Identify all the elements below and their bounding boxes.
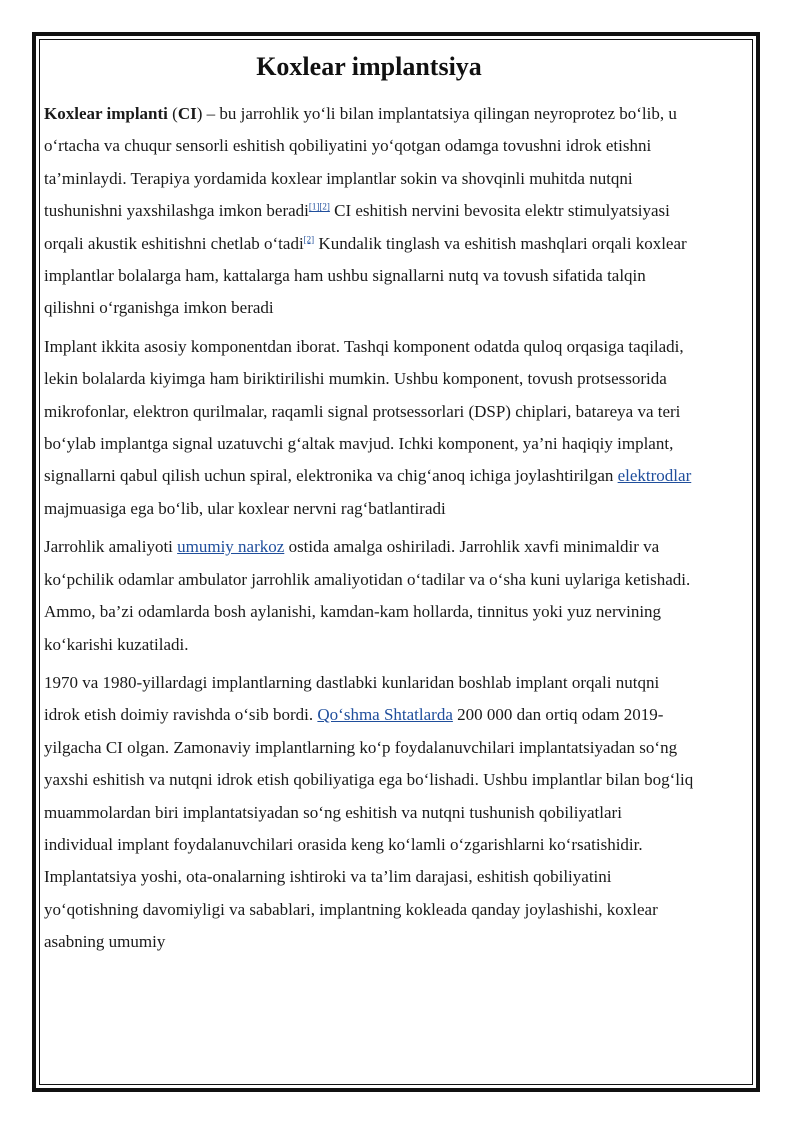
ref-2[interactable] [319, 202, 330, 212]
paragraph-components [44, 331, 694, 525]
link-qoshma-shtatlarda[interactable]: Qo‘shma Shtatlarda [317, 705, 453, 725]
paragraph-history [44, 667, 694, 959]
term-bold: Koxlear implanti [44, 104, 168, 123]
link-elektrodlar[interactable]: elektrodlar [617, 466, 692, 486]
surgery-text-2: ostida amalga oshiriladi. Jarrohlik xavfi minimaldir va ko‘pchilik odamlar ambulator jarrohlik amaliyotidan o‘tadilar va o‘sha kuni uylariga ketishadi. Ammo, ba’zi odamlarda bosh aylanishi, kamdan-kam hollarda, tinnitus yoki yuz nervining ko‘karishi kuzatiladi. [44, 537, 691, 654]
history-text-1: 1970 va 1980-yillardagi implantlarning dastlabki kunlaridan boshlab implant orqali nutqni idrok etish doimiy ravishda o‘sib bordi. [44, 672, 660, 725]
components-text-2: majmuasiga ega bo‘lib, ular koxlear nervni rag‘batlantiradi [44, 498, 446, 518]
surgery-text-1: Jarrohlik amaliyoti [44, 537, 178, 557]
abbr-bold: CI [177, 104, 197, 123]
ref-1[interactable] [309, 202, 320, 212]
paren-open: ( [167, 104, 178, 123]
ref-2-link[interactable]: [2] [319, 201, 330, 212]
document-body [44, 50, 694, 965]
intro-text-3: Kundalik tinglash va eshitish mashqlari orqali koxlear implantlar bolalarga ham, kattalarga ham ushbu signallarni nutq va tovush sifatida talqin qilishni o‘rganishga imkon beradi [44, 233, 687, 318]
link-umumiy-narkoz[interactable]: umumiy narkoz [177, 537, 285, 557]
page-title: Koxlear implantsiya [256, 52, 482, 81]
ref-1-link[interactable]: [1] [308, 201, 320, 212]
ref-3-link[interactable]: [2] [303, 233, 315, 244]
history-text-2: 200 000 dan ortiq odam 2019-yilgacha CI olgan. Zamonaviy implantlarning ko‘p foydalanuvchilari implantatsiyadan so‘ng yaxshi eshitish va nutqni idrok etish qobiliyatiga ega bo‘lishadi. Ushbu implantlar bilan bog‘liq muammolardan biri implantatsiyadan so‘ng eshitish va nutqni tushunish qobiliyatlari individual implant foydalanuvchilari orasida keng ko‘lamli o‘zgarishlarni ko‘rsatishidir. Implantatsiya yoshi, ota-onalarning ishtiroki va ta’lim darajasi, eshitish qobiliyatini yo‘qotishning davomiyligi va sabablari, implantning kokleada qanday joylashishi, koxlear asabning umumiy [44, 705, 694, 952]
paragraph-intro [44, 98, 694, 325]
paragraph-surgery [44, 531, 694, 661]
intro-text-2: CI eshitish nervini bevosita elektr stimulyatsiyasi orqali akustik eshitishni chetlab o‘tadi [44, 201, 670, 253]
intro-text-1: ) – bu jarrohlik yo‘li bilan implantatsiya qilingan neyroprotez bo‘lib, u o‘rtacha va chuqur sensorli eshitish qobiliyatini yo‘qotgan odamga tovushni idrok etishni ta’minlaydi. Terapiya yordamida koxlear implantlar sokin va shovqinli muhitda nutqni tushunishni yaxshilashga imkon beradi [44, 104, 677, 221]
ref-3[interactable] [304, 234, 315, 244]
components-text-1: Implant ikkita asosiy komponentdan iborat. Tashqi komponent odatda quloq orqasiga taqiladi, lekin bolalarda kiyimga ham biriktirilishi mumkin. Ushbu komponent, tovush protsessorida mikrofonlar, elektron qurilmalar, raqamli signal protsessorlari (DSP) chiplari, batareya va teri bo‘ylab implantga signal uzatuvchi g‘altak mavjud. Ichki komponent, ya’ni haqiqiy implant, signallarni qabul qilish uchun spiral, elektronika va chig‘anoq ichiga joylashtirilgan [44, 336, 684, 486]
